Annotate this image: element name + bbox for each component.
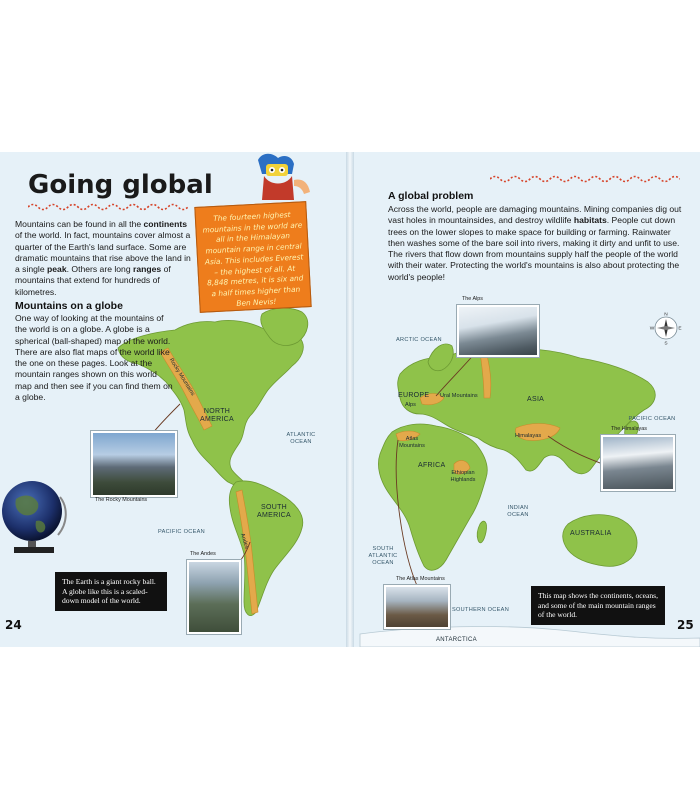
globe-caption-box xyxy=(55,572,167,611)
page-title: Going global xyxy=(28,170,213,200)
label-asia: ASIA xyxy=(527,396,545,403)
alps-photo-caption: The Alps xyxy=(462,296,483,302)
page-number-right: 25 xyxy=(677,618,694,632)
label-pacific-ocean-left: PACIFIC OCEAN xyxy=(158,529,205,535)
fact-callout-box xyxy=(194,201,311,313)
map-caption: This map shows the continents, oceans, and some of the main mountain ranges of the world. xyxy=(538,591,659,620)
label-himalayas: Himalayas xyxy=(515,433,542,439)
map-caption-box xyxy=(531,586,665,625)
himalayas-photo xyxy=(601,435,675,491)
label-alps: Alps xyxy=(405,402,416,408)
section-heading-global-problem: A global problem xyxy=(388,190,474,202)
section-heading-globe: Mountains on a globe xyxy=(15,300,123,312)
globe-illustration xyxy=(2,477,72,557)
rocky-mountains-photo-caption: The Rocky Mountains xyxy=(95,497,148,503)
label-indian-ocean: INDIAN OCEAN xyxy=(507,505,529,518)
label-north-america: NORTH AMERICA xyxy=(200,408,234,423)
atlas-photo xyxy=(384,585,450,629)
label-atlas-mountains: Atlas Mountains xyxy=(399,436,425,449)
label-ethiopian-highlands: Ethiopian Highlands xyxy=(450,470,476,483)
svg-text:S: S xyxy=(664,341,668,347)
label-australia: AUSTRALIA xyxy=(570,530,612,537)
label-atlantic-ocean: ATLANTIC OCEAN xyxy=(286,432,316,445)
label-andes: Andes xyxy=(238,532,250,550)
intro-paragraph: Mountains can be found in all the continents of the world. In fact, mountains cover almost a quarter of the Earth's land surface. Some are dramatic mountains that rise above the land in a single peak. Others are long ranges of mountains that extend for hundreds of kilometres. xyxy=(15,219,191,297)
australia-land xyxy=(563,515,637,567)
label-rocky-mountains: Rocky Mountains xyxy=(167,357,196,397)
label-europe: EUROPE xyxy=(398,392,430,399)
label-pacific-ocean-right: PACIFIC OCEAN xyxy=(628,416,676,422)
label-antarctica: ANTARCTICA xyxy=(436,637,477,643)
globe-paragraph: One way of looking at the mountains of the world is on a globe. A globe is a spherical (ball-shaped) map of the world. There are also flat maps of the world like the one on these pages. Look at the mountain ranges shown on this world map and then see if you can find them on a globe. xyxy=(15,313,173,403)
compass-rose xyxy=(650,312,682,347)
himalayas-photo-caption: The Himalayas xyxy=(611,426,647,432)
label-arctic-ocean: ARCTIC OCEAN xyxy=(396,337,442,343)
svg-text:E: E xyxy=(678,326,682,332)
andes-photo xyxy=(187,560,241,634)
label-south-america: SOUTH AMERICA xyxy=(257,504,291,519)
globe-caption: The Earth is a giant rocky ball. A globe like this is a scaled-down model of the world. xyxy=(62,577,156,606)
atlas-photo-caption: The Atlas Mountains xyxy=(396,576,445,582)
svg-text:N: N xyxy=(664,312,668,318)
label-southern-ocean: SOUTHERN OCEAN xyxy=(452,607,510,613)
book-spread xyxy=(0,152,700,647)
antarctica-land xyxy=(360,627,700,647)
fact-callout-text: The fourteen highest mountains in the world are all in the Himalayan mountain range in central Asia. This includes Everest – the highest of all. At 8,848 metres, it is six and a half times higher than Ben Nevis! xyxy=(202,209,304,308)
label-africa: AFRICA xyxy=(418,462,446,469)
alps-photo xyxy=(457,305,539,357)
svg-text:W: W xyxy=(649,326,655,332)
madagascar-land xyxy=(477,521,486,543)
cartoon-character-illustration xyxy=(248,152,318,208)
global-problem-paragraph: Across the world, people are damaging mountains. Mining companies dig out vast holes in mountainsides, and destroy wildlife habitats. People cut down trees on the lower slopes to make space for building or farming. Rainwater then washes some of the bare soil into rivers, making it dirty and unfit to use. The rivers that flow down from mountains supply half the people of the world with their water. Protecting the world's mountains is also about protecting the world's people! xyxy=(388,204,682,282)
rocky-mountains-photo xyxy=(91,431,177,497)
page-number-left: 24 xyxy=(5,618,22,632)
andes-photo-caption: The Andes xyxy=(190,551,216,557)
label-ural-mountains: Ural Mountains xyxy=(440,393,478,399)
label-south-atlantic-ocean: SOUTH ATLANTIC OCEAN xyxy=(368,546,398,566)
